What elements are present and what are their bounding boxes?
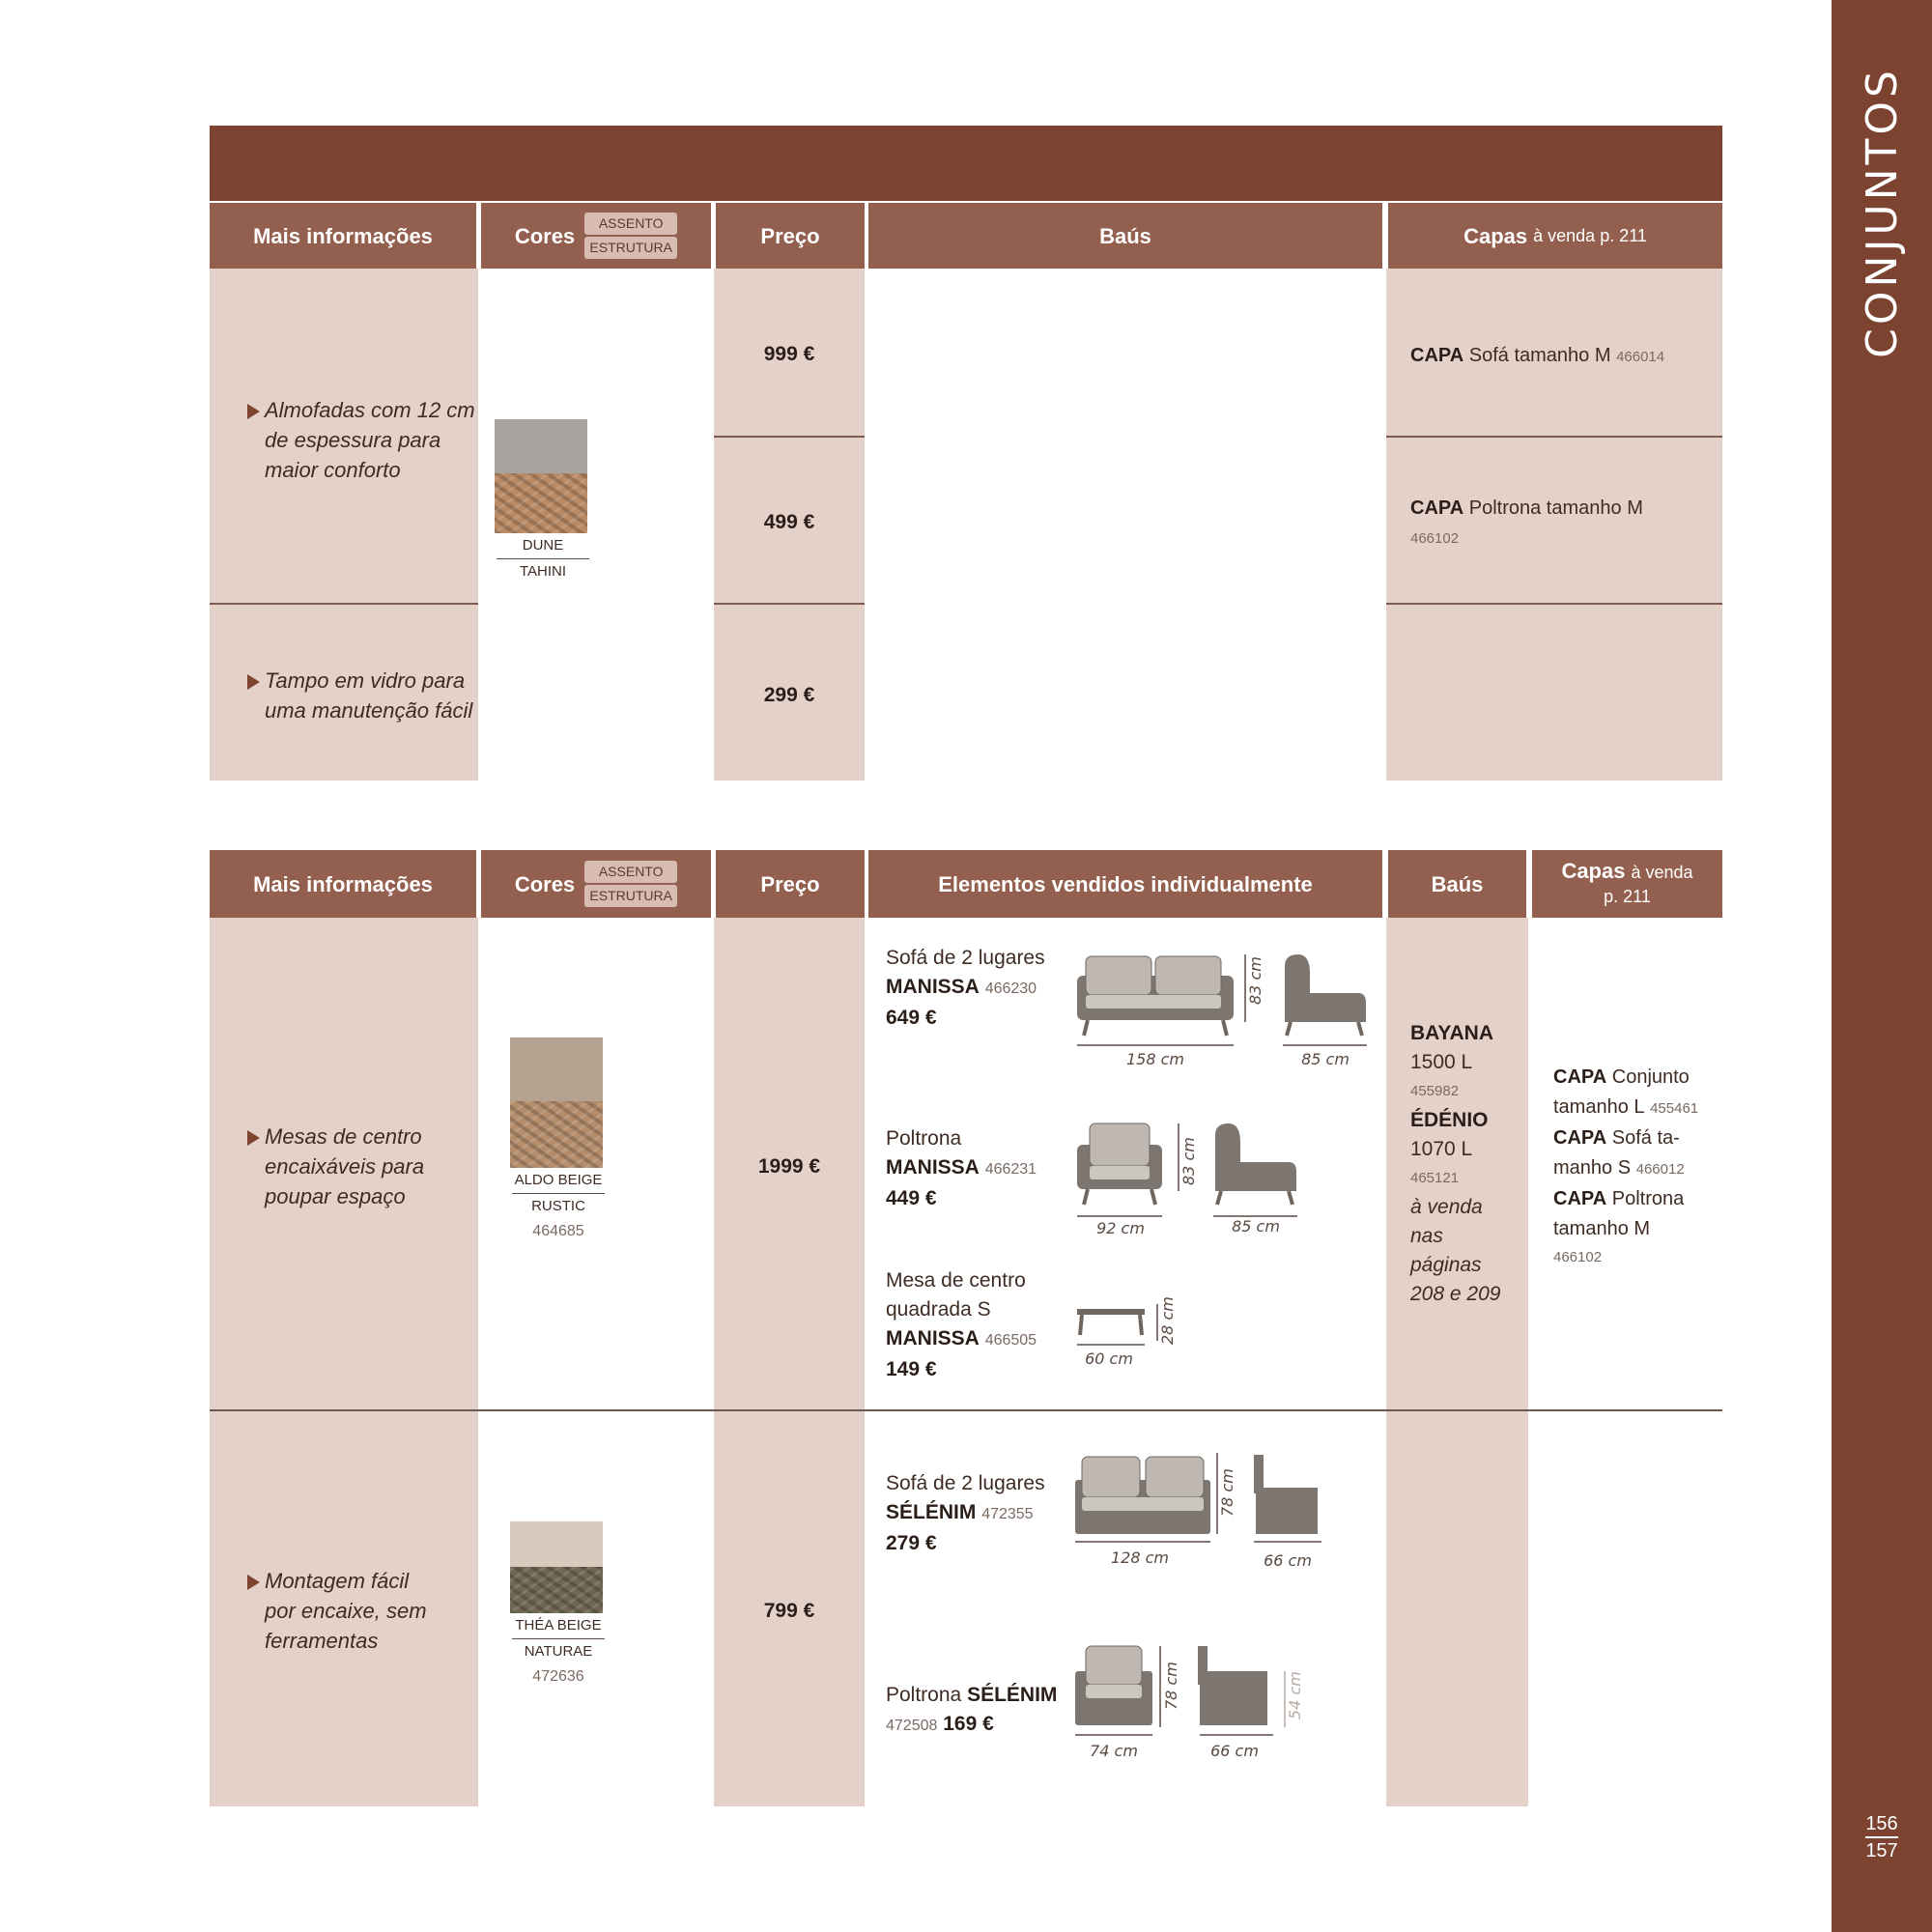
table1-divider — [714, 603, 865, 605]
manissa-sofa-drawing — [1072, 947, 1372, 1067]
dim-mesa-height: 28 cm — [1158, 1296, 1177, 1345]
table2-header-preco: Preço — [716, 850, 865, 918]
dim-poltrona-height: 83 cm — [1179, 1137, 1198, 1185]
dim-selenim-sofa-height: 78 cm — [1218, 1468, 1236, 1517]
frame-color — [510, 1101, 603, 1168]
table2-row2-swatch — [510, 1521, 607, 1690]
swatch-code: 472636 — [532, 1668, 584, 1685]
table2-header-baus: Baús — [1388, 850, 1526, 918]
triangle-bullet-icon — [247, 1130, 260, 1146]
table2-info-column — [210, 918, 478, 1806]
table1-price-3: 299 € — [763, 684, 815, 706]
table1-divider — [210, 603, 478, 605]
dim-selenim-poltrona-seat-height: 54 cm — [1286, 1671, 1304, 1719]
row2-item-poltrona: Poltrona SÉLÉNIM 472508 169 € — [886, 1684, 1058, 1735]
table1-swatch — [495, 419, 591, 584]
row2-item-sofa: Sofá de 2 lugares SÉLÉNIM 472355 279 € — [886, 1472, 1045, 1554]
table1-info-2: Tampo em vidro para uma manutenção fácil — [226, 666, 477, 725]
dim-mesa-width: 60 cm — [1085, 1350, 1133, 1368]
selenim-sofa-drawing — [1070, 1449, 1331, 1570]
page-number-left: 156 — [1865, 1813, 1898, 1834]
frame-color — [495, 473, 587, 533]
row1-baus: BAYANA 1500 L 455982 ÉDÉNIO 1070 L 465121 à venda nas páginas 208 e 209 — [1410, 1022, 1501, 1305]
table1-top-band — [210, 126, 1722, 201]
table1-price-1: 999 € — [763, 343, 815, 365]
seat-color — [510, 1521, 603, 1567]
dim-selenim-poltrona-depth: 66 cm — [1210, 1742, 1259, 1760]
row1-item-poltrona: Poltrona MANISSA 466231 449 € — [886, 1127, 1037, 1209]
table1-divider — [1386, 436, 1722, 438]
swatch-seat-name: ALDO BEIGE — [514, 1172, 603, 1188]
table1-divider — [714, 436, 865, 438]
table2-header-info: Mais informações — [210, 850, 476, 918]
triangle-bullet-icon — [247, 404, 260, 419]
table2-header-cores: Cores ASSENTO ESTRUTURA — [481, 850, 711, 918]
seat-color — [495, 419, 587, 473]
dim-selenim-poltrona-width: 74 cm — [1090, 1742, 1138, 1760]
table1-divider — [1386, 603, 1722, 605]
dim-sofa-width: 158 cm — [1125, 1050, 1185, 1068]
table1-price-2: 499 € — [763, 511, 815, 533]
table2-price-column — [714, 918, 865, 1806]
table2-header-elementos: Elementos vendidos individualmente — [868, 850, 1382, 918]
table2-row-divider — [210, 1409, 1722, 1411]
row1-item-sofa: Sofá de 2 lugares MANISSA 466230 649 € — [886, 947, 1045, 1029]
table1-capa-1: CAPA Sofá tamanho M 466014 — [1410, 345, 1665, 366]
row1-item-mesa: Mesa de centro quadrada S MANISSA 466505 149 € — [886, 1269, 1037, 1380]
dim-sofa-height: 83 cm — [1246, 956, 1264, 1005]
table1-header-baus: Baús — [868, 203, 1382, 269]
assento-pill: ASSENTO — [584, 213, 677, 235]
swatch-frame-name: RUSTIC — [531, 1198, 585, 1214]
table2-row1-info: Mesas de centro encaixáveis para poupar espaço — [226, 1122, 477, 1211]
table2-row1-swatch — [510, 1037, 607, 1244]
table2-row2-info: Montagem fácil por encaixe, sem ferramentas — [226, 1566, 477, 1656]
assento-pill: ASSENTO — [584, 861, 677, 883]
estrutura-pill: ESTRUTURA — [584, 885, 677, 907]
manissa-poltrona-drawing — [1072, 1116, 1314, 1236]
swatch-seat-name: DUNE — [522, 537, 564, 554]
page-number-right: 157 — [1865, 1840, 1898, 1861]
table1-header-capas: Capas à venda p. 211 — [1388, 203, 1722, 269]
seat-color — [510, 1037, 603, 1101]
section-title — [1832, 58, 1932, 367]
triangle-bullet-icon — [247, 1575, 260, 1590]
selenim-poltrona-drawing — [1070, 1642, 1302, 1763]
table1-header-cores: Cores ASSENTO ESTRUTURA — [481, 203, 711, 269]
estrutura-pill: ESTRUTURA — [584, 237, 677, 259]
dim-sofa-depth: 85 cm — [1301, 1050, 1350, 1068]
page-numbers — [1832, 1812, 1932, 1862]
frame-color — [510, 1567, 603, 1613]
table2-row2-price: 799 € — [763, 1600, 815, 1622]
color-swatch-image — [510, 1521, 603, 1613]
row1-capas: CAPA Conjunto tamanho L 455461 CAPA Sofá ta- manho S 466012 CAPA Poltrona tamanho M 466102 — [1553, 1066, 1699, 1265]
manissa-mesa-drawing — [1072, 1294, 1179, 1372]
swatch-frame-name: NATURAE — [524, 1643, 593, 1660]
dim-selenim-poltrona-height: 78 cm — [1162, 1662, 1180, 1710]
table1-capa-2: CAPA Poltrona tamanho M 466102 — [1410, 497, 1643, 547]
table2-row1-price: 1999 € — [757, 1155, 821, 1178]
dim-poltrona-depth: 85 cm — [1232, 1217, 1280, 1236]
color-swatch-image — [495, 419, 587, 533]
dim-selenim-sofa-width: 128 cm — [1110, 1548, 1170, 1567]
triangle-bullet-icon — [247, 674, 260, 690]
table1-info-1: Almofadas com 12 cm de espessura para maior conforto — [226, 395, 477, 485]
dim-poltrona-width: 92 cm — [1096, 1219, 1145, 1237]
color-swatch-image — [510, 1037, 603, 1168]
swatch-code: 464685 — [532, 1223, 584, 1239]
section-title-text: CONJUNTOS — [1857, 67, 1907, 358]
swatch-frame-name: TAHINI — [519, 563, 567, 580]
table1-header-preco: Preço — [716, 203, 865, 269]
dim-selenim-sofa-depth: 66 cm — [1264, 1551, 1312, 1570]
table2-header-capas: Capas à venda p. 211 — [1532, 850, 1722, 918]
swatch-seat-name: THÉA BEIGE — [515, 1617, 602, 1634]
table1-header-info: Mais informações — [210, 203, 476, 269]
